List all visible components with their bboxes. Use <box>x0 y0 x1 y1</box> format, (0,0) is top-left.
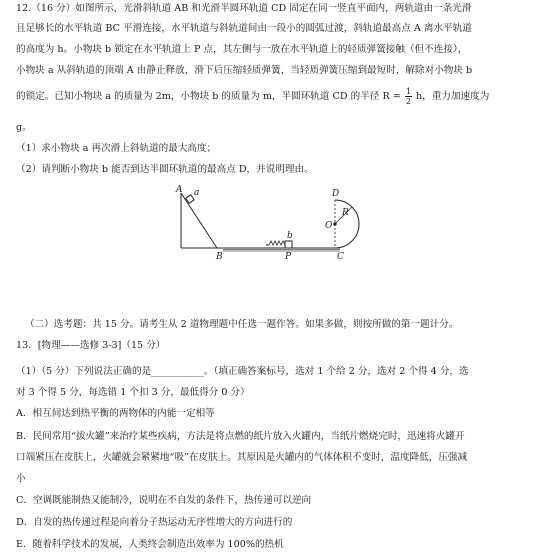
option-b-continued: 口端紧压在皮肤上，火罐就会紧紧地“吸”在皮肤上。其原因是火罐内的气体体积不变时，温度降低，压强减 <box>16 452 468 463</box>
inclined-track <box>181 193 217 248</box>
problem-12-text-line: 小物块 a 从斜轨道的顶端 A 由静止释放，滑下后压缩轻质弹簧，当轻质弹簧压缩到最短时，解除对小物块 b <box>16 65 473 76</box>
problem-12-header: 12.（16 分）如图所示，光滑斜轨道 AB 和光滑半圆环轨道 CD 固定在同一竖直平面内，两轨道由一条光滑 <box>16 3 472 14</box>
label-C: C <box>337 252 344 262</box>
option-b-continued: 小 <box>16 473 26 484</box>
center-point <box>334 223 336 225</box>
fraction-denominator: 2 <box>405 97 411 106</box>
sub-question-1: （1）（5 分）下列说法正确的是___________。（填正确答案标号，选对 1 个给 2 分，选对 2 个得 4 分，选 <box>16 366 469 377</box>
problem-12-text-line: g。 <box>16 122 32 133</box>
elective-title: 13．[物理——选修 3-3]（15 分） <box>16 340 166 351</box>
ground-hatching <box>223 250 340 252</box>
label-B: B <box>216 252 223 262</box>
label-O: O <box>325 221 333 231</box>
option-a: A．相互间达到热平衡的两物体的内能一定相等 <box>16 408 215 419</box>
question-2: （2）请判断小物块 b 能否到达半圆环轨道的最高点 D，并说明理由。 <box>16 164 314 175</box>
spring <box>269 241 285 245</box>
question-1: （1）求小物块 a 再次滑上斜轨道的最大高度； <box>16 143 217 154</box>
block-b <box>285 241 292 248</box>
option-e: E．随着科学技术的发展，人类终会制造出效率为 100%的热机 <box>16 539 284 550</box>
problem-12-text-line: 的高度为 h。小物块 b 锁定在水平轨道上 P 点，其左侧与一放在水平轨道上的轻质弹簧接触（但不连接）， <box>16 44 468 55</box>
track-diagram <box>175 183 375 267</box>
sub-question-1-continued: 对 3 个得 5 分，每选错 1 个扣 3 分，最低得分 0 分） <box>16 387 250 398</box>
problem-12-text-line-with-fraction <box>16 87 489 106</box>
label-A: A <box>176 185 183 195</box>
fraction-numerator: 1 <box>405 87 411 96</box>
option-b: B．民间常用“拔火罐”来治疗某些疾病，方法是将点燃的纸片放入火罐内，当纸片燃烧完时，迅速将火罐开 <box>16 431 465 442</box>
radius-fraction <box>405 87 412 106</box>
option-d: D．自发的热传递过程是向着分子热运动无序性增大的方向进行的 <box>16 517 293 528</box>
label-b: b <box>287 231 293 241</box>
radius-text-after: h，重力加速度为 <box>415 91 490 102</box>
label-R: R <box>342 208 349 218</box>
option-c: C．空调既能制热又能制冷，说明在不自发的条件下，热传递可以逆向 <box>16 495 312 506</box>
label-P: P <box>285 252 292 262</box>
elective-intro: （二）选考题：共 15 分。请考生从 2 道物理题中任选一题作答。如果多做，则按所做的第一题计分。 <box>25 319 459 330</box>
radius-text-before: 的锁定。已知小物块 a 的质量为 2m，小物块 b 的质量为 m，半圆环轨道 CD 的半径 R = <box>16 91 401 102</box>
label-D: D <box>332 189 340 199</box>
problem-12-text-line: 且足够长的水平轨道 BC 平滑连接，水平轨道与斜轨道间由一段小的圆弧过渡，斜轨道最高点 A 离水平轨道 <box>16 23 472 34</box>
label-a: a <box>194 188 200 198</box>
